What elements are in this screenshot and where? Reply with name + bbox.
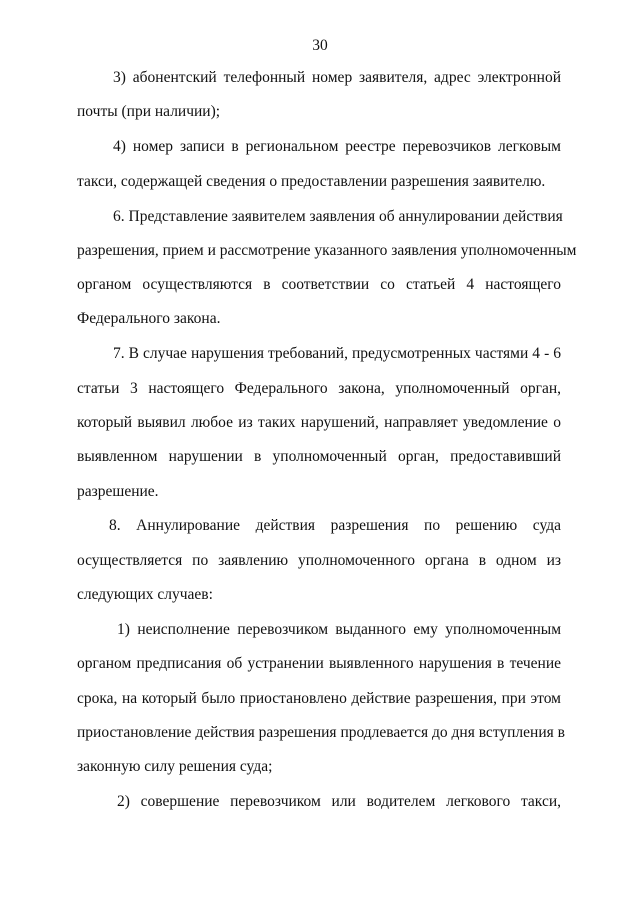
text-line: приостановление действия разрешения продлевается до дня вступления в [77, 724, 565, 741]
text-line: органом осуществляются в соответствии со статьей 4 настоящего [77, 276, 561, 293]
text-line: 3) абонентский телефонный номер заявителя, адрес электронной [113, 69, 561, 86]
text-line: срока, на который было приостановлено действие разрешения, при этом [77, 690, 561, 707]
page-number: 30 [312, 37, 328, 54]
text-line: органом предписания об устранении выявленного нарушения в течение [77, 655, 561, 672]
text-line: 1) неисполнение перевозчиком выданного ему уполномоченным [117, 621, 561, 638]
text-line: разрешение. [77, 483, 159, 500]
text-line: 6. Представление заявителем заявления об аннулировании действия [113, 208, 563, 225]
text-line: законную силу решения суда; [77, 758, 273, 775]
text-line: 4) номер записи в региональном реестре перевозчиков легковым [113, 138, 561, 155]
text-line: разрешения, прием и рассмотрение указанного заявления уполномоченным [77, 242, 577, 259]
text-line: 7. В случае нарушения требований, предусмотренных частями 4 - 6 [113, 345, 561, 362]
text-line: Федерального закона. [77, 310, 221, 327]
text-line: почты (при наличии); [77, 103, 221, 120]
text-line: выявленном нарушении в уполномоченный орган, предоставивший [77, 448, 561, 465]
text-line: статьи 3 настоящего Федерального закона, уполномоченный орган, [77, 380, 561, 397]
text-line: который выявил любое из таких нарушений, направляет уведомление о [77, 414, 561, 431]
text-line: следующих случаев: [77, 586, 213, 603]
text-line: такси, содержащей сведения о предоставлении разрешения заявителю. [77, 173, 546, 190]
text-line: 2) совершение перевозчиком или водителем легкового такси, [117, 793, 561, 810]
text-line: осуществляется по заявлению уполномоченного органа в одном из [77, 552, 561, 569]
text-line: 8. Аннулирование действия разрешения по решению суда [109, 517, 561, 534]
